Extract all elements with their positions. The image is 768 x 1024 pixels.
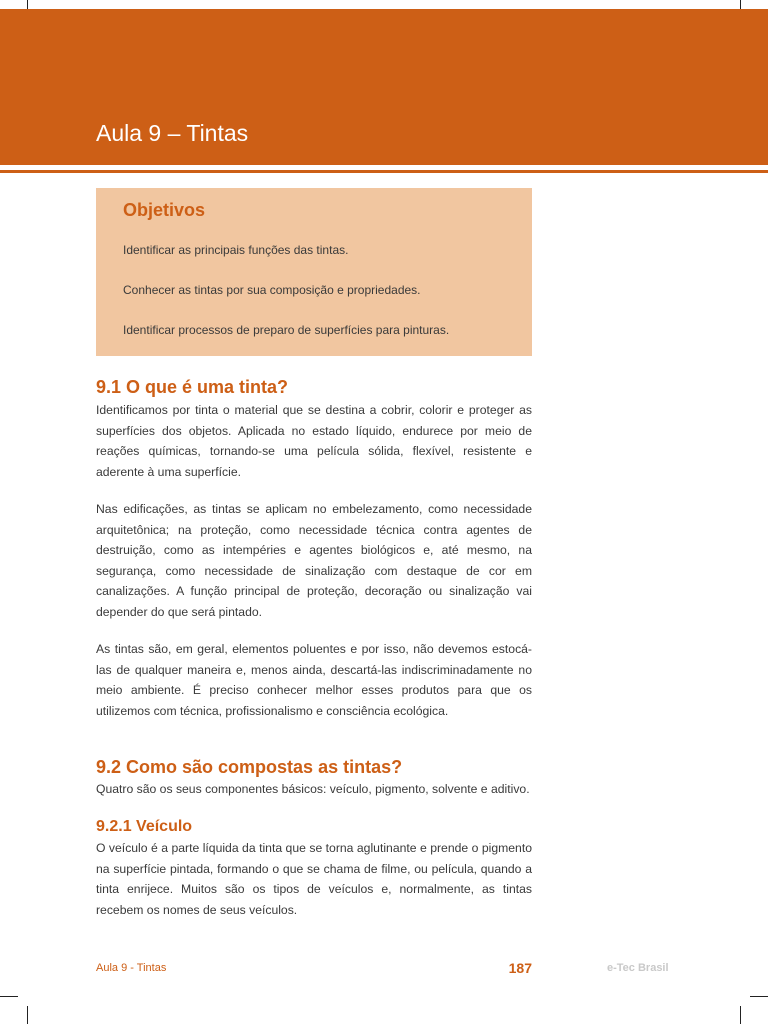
subsection-heading: 9.2.1 Veículo — [96, 818, 193, 835]
paragraph: Identificamos por tinta o material que se destina a cobrir, colorir e proteger as superfícies dos objetos. Aplicada no estado líquido, endurece por meio de reações químicas, tornando-se uma película sólida, flexível, resistente e aderente à uma superfície. — [96, 403, 532, 479]
page-number: 187 — [508, 960, 532, 976]
crop-mark — [27, 1006, 28, 1024]
paragraph: O veículo é a parte líquida da tinta que se torna aglutinante e prende o pigmento na superfície pintada, formando o que se chama de filme, ou película, quando a tinta enrijece. Muitos são os tipos de veículos e, normalmente, as tintas recebem os nomes de seus veículos. — [96, 841, 532, 917]
footer-lesson: Aula 9 - Tintas — [96, 962, 167, 974]
objective-item: Identificar as principais funções das tintas. — [123, 243, 349, 257]
lesson-title: Aula 9 – Tintas — [96, 120, 249, 146]
crop-mark — [740, 1006, 741, 1024]
objective-item: Identificar processos de preparo de superfícies para pinturas. — [123, 323, 450, 337]
crop-mark — [0, 996, 18, 997]
header-rule — [0, 170, 768, 173]
objectives-heading: Objetivos — [123, 200, 206, 220]
crop-mark — [750, 996, 768, 997]
section-heading: 9.1 O que é uma tinta? — [96, 377, 289, 397]
section-heading: 9.2 Como são compostas as tintas? — [96, 757, 403, 777]
objective-item: Conhecer as tintas por sua composição e propriedades. — [123, 283, 421, 297]
paragraph: As tintas são, em geral, elementos poluentes e por isso, não devemos estocá-las de qualquer maneira e, menos ainda, descartá-las indiscriminadamente no meio ambiente. É preciso conhecer melhor esses produtos para que os utilizemos com técnica, profissionalismo e consciência ecológica. — [96, 642, 532, 718]
paragraph: Nas edificações, as tintas se aplicam no embelezamento, como necessidade arquitetônica; na proteção, como necessidade técnica contra agentes de destruição, como as intempéries e agentes biológicos e, até mesmo, na segurança, como necessidade de sinalização com destaque de cor em canalizações. A função principal de proteção, decoração ou sinalização vai depender do que será pintado. — [96, 502, 532, 619]
paragraph: Quatro são os seus componentes básicos: veículo, pigmento, solvente e aditivo. — [96, 782, 530, 796]
footer-brand: e-Tec Brasil — [607, 962, 669, 974]
objectives-box — [96, 188, 532, 356]
